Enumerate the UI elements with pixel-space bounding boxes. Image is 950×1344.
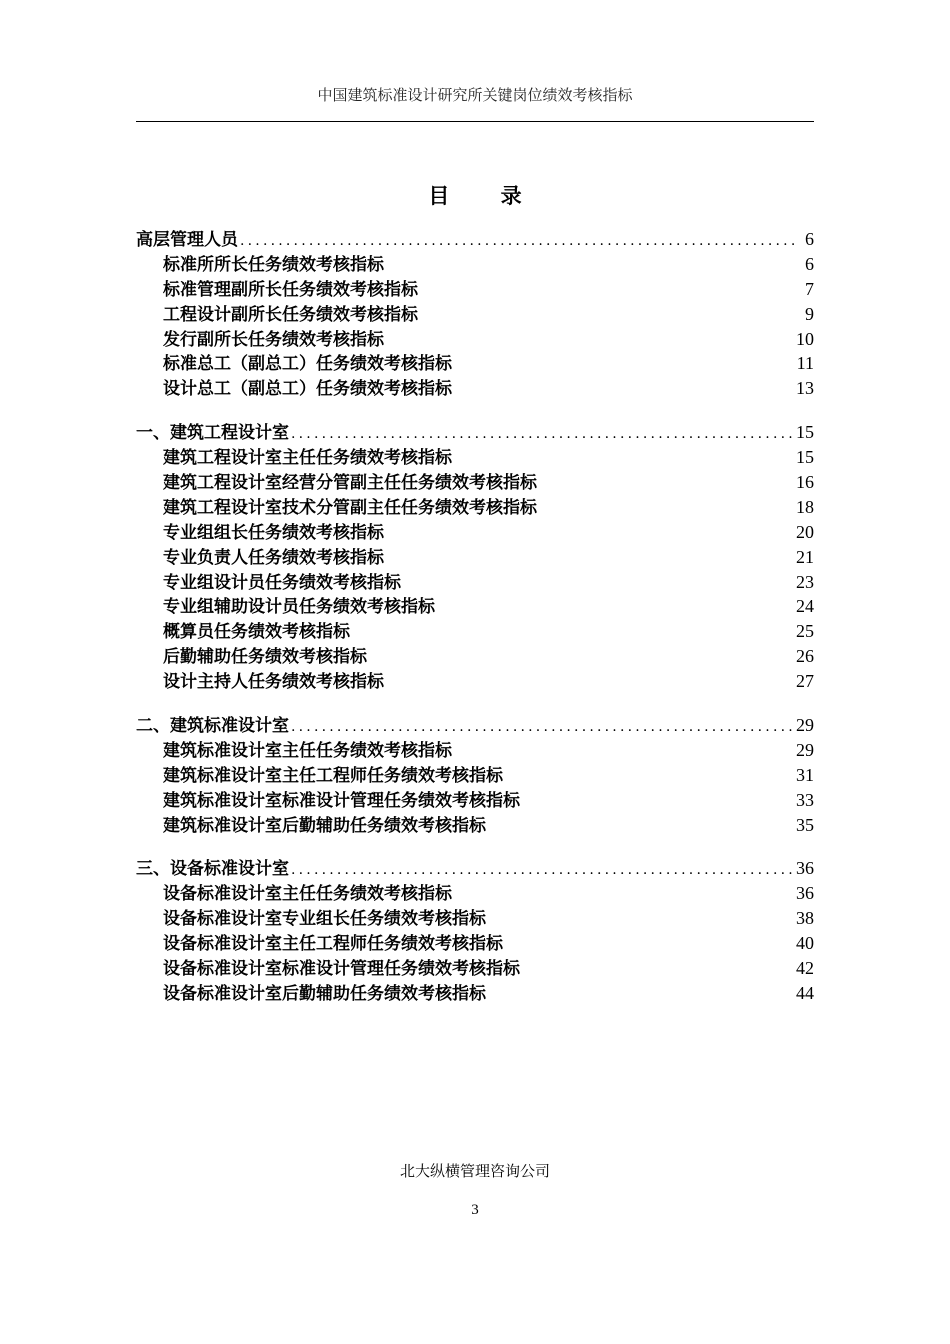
toc-entry-label: 概算员任务绩效考核指标 xyxy=(163,622,350,643)
footer-page-number: 3 xyxy=(471,1202,479,1218)
toc-entry-label: 专业负责人任务绩效考核指标 xyxy=(163,547,384,568)
toc-section-label: 三、设备标准设计室 xyxy=(136,859,289,880)
toc-entry[interactable] xyxy=(136,520,814,545)
toc-entry[interactable] xyxy=(136,277,814,302)
toc-page-number: 33 xyxy=(796,789,814,810)
toc-entry-label: 工程设计副所长任务绩效考核指标 xyxy=(163,304,418,325)
toc-page-number: 29 xyxy=(796,715,814,736)
toc-entry-label: 建筑工程设计室技术分管副主任任务绩效考核指标 xyxy=(163,497,537,518)
toc-entry-label: 设备标准设计室专业组长任务绩效考核指标 xyxy=(163,909,486,930)
toc-entry-label: 建筑标准设计室标准设计管理任务绩效考核指标 xyxy=(163,790,520,811)
dot-leader xyxy=(291,715,794,740)
toc-page-number: 13 xyxy=(796,378,814,399)
toc-page-number: 29 xyxy=(796,739,814,760)
toc-entry[interactable] xyxy=(136,931,814,956)
dot-leader xyxy=(291,422,794,447)
toc-page-number: 6 xyxy=(805,253,814,274)
toc-entry-label: 专业组设计员任务绩效考核指标 xyxy=(163,572,401,593)
toc-entry[interactable] xyxy=(136,738,814,763)
toc-entry[interactable] xyxy=(136,669,814,694)
toc-page-number: 26 xyxy=(796,646,814,667)
toc-entry[interactable] xyxy=(136,788,814,813)
toc-entry[interactable] xyxy=(136,981,814,1006)
toc-entry[interactable] xyxy=(136,545,814,570)
toc-page-number: 31 xyxy=(796,764,814,785)
toc-title: 目 录 xyxy=(428,183,544,208)
dot-leader xyxy=(240,229,794,254)
toc-entry[interactable] xyxy=(136,956,814,981)
toc-page-number: 15 xyxy=(796,422,814,443)
toc-page-number: 36 xyxy=(796,883,814,904)
toc-entry-label: 标准总工（副总工）任务绩效考核指标 xyxy=(163,354,452,375)
toc-entry-label: 建筑工程设计室经营分管副主任任务绩效考核指标 xyxy=(163,473,537,494)
toc-entry-label: 设计主持人任务绩效考核指标 xyxy=(163,672,384,693)
toc-section xyxy=(136,856,814,1005)
toc-page-number: 18 xyxy=(796,496,814,517)
toc-entry-label: 建筑标准设计室后勤辅助任务绩效考核指标 xyxy=(163,815,486,836)
toc-page-number: 10 xyxy=(796,328,814,349)
toc-entry-label: 建筑标准设计室主任工程师任务绩效考核指标 xyxy=(163,765,503,786)
toc-page-number: 23 xyxy=(796,571,814,592)
toc-entry[interactable] xyxy=(136,594,814,619)
toc-page-number: 16 xyxy=(796,472,814,493)
toc-entry[interactable] xyxy=(136,619,814,644)
toc-entry[interactable] xyxy=(136,445,814,470)
toc-entry-section[interactable] xyxy=(136,227,814,252)
toc-page-number: 36 xyxy=(796,858,814,879)
toc-page-number: 27 xyxy=(796,671,814,692)
toc-entry[interactable] xyxy=(136,881,814,906)
table-of-contents xyxy=(136,227,814,1025)
toc-entry[interactable] xyxy=(136,376,814,401)
toc-entry[interactable] xyxy=(136,495,814,520)
toc-page-number: 44 xyxy=(796,982,814,1003)
toc-entry-label: 设计总工（副总工）任务绩效考核指标 xyxy=(163,379,452,400)
toc-entry-section[interactable] xyxy=(136,713,814,738)
footer-company: 北大纵横管理咨询公司 xyxy=(399,1162,550,1180)
toc-entry-label: 后勤辅助任务绩效考核指标 xyxy=(163,647,367,668)
toc-page-number: 38 xyxy=(796,908,814,929)
page-header: 中国建筑标准设计研究所关键岗位绩效考核指标 xyxy=(317,86,633,104)
toc-entry-section[interactable] xyxy=(136,420,814,445)
toc-entry[interactable] xyxy=(136,570,814,595)
toc-entry-label: 设备标准设计室主任工程师任务绩效考核指标 xyxy=(163,934,503,955)
toc-section-label: 二、建筑标准设计室 xyxy=(136,716,289,737)
toc-page-number: 35 xyxy=(796,814,814,835)
toc-page-number: 25 xyxy=(796,621,814,642)
header-divider xyxy=(136,121,814,122)
toc-page-number: 42 xyxy=(796,958,814,979)
toc-page-number: 11 xyxy=(796,353,814,374)
toc-page-number: 24 xyxy=(796,596,814,617)
toc-entry-label: 标准管理副所长任务绩效考核指标 xyxy=(163,279,418,300)
toc-entry[interactable] xyxy=(136,763,814,788)
toc-entry[interactable] xyxy=(136,813,814,838)
toc-entry[interactable] xyxy=(136,327,814,352)
toc-entry[interactable] xyxy=(136,644,814,669)
toc-entry-label: 专业组辅助设计员任务绩效考核指标 xyxy=(163,597,435,618)
toc-entry-label: 标准所所长任务绩效考核指标 xyxy=(163,254,384,275)
toc-page-number: 20 xyxy=(796,521,814,542)
toc-section xyxy=(136,420,814,694)
toc-section-label: 一、建筑工程设计室 xyxy=(136,423,289,444)
toc-entry-label: 建筑标准设计室主任任务绩效考核指标 xyxy=(163,740,452,761)
toc-entry-label: 设备标准设计室主任任务绩效考核指标 xyxy=(163,884,452,905)
toc-entry-label: 发行副所长任务绩效考核指标 xyxy=(163,329,384,350)
toc-entry[interactable] xyxy=(136,252,814,277)
toc-entry-label: 专业组组长任务绩效考核指标 xyxy=(163,522,384,543)
toc-page-number: 21 xyxy=(796,546,814,567)
toc-section xyxy=(136,227,814,401)
toc-page-number: 7 xyxy=(805,278,814,299)
toc-entry-label: 设备标准设计室标准设计管理任务绩效考核指标 xyxy=(163,959,520,980)
toc-section-label: 高层管理人员 xyxy=(136,230,238,250)
toc-entry[interactable] xyxy=(136,302,814,327)
toc-entry[interactable] xyxy=(136,351,814,376)
toc-entry-label: 设备标准设计室后勤辅助任务绩效考核指标 xyxy=(163,983,486,1004)
toc-entry-section[interactable] xyxy=(136,856,814,881)
dot-leader xyxy=(291,858,794,883)
toc-entry-label: 建筑工程设计室主任任务绩效考核指标 xyxy=(163,448,452,469)
toc-page-number: 15 xyxy=(796,447,814,468)
toc-entry[interactable] xyxy=(136,470,814,495)
toc-section xyxy=(136,713,814,837)
toc-entry[interactable] xyxy=(136,906,814,931)
toc-page-number: 9 xyxy=(805,303,814,324)
toc-page-number: 6 xyxy=(805,229,814,249)
toc-page-number: 40 xyxy=(796,933,814,954)
